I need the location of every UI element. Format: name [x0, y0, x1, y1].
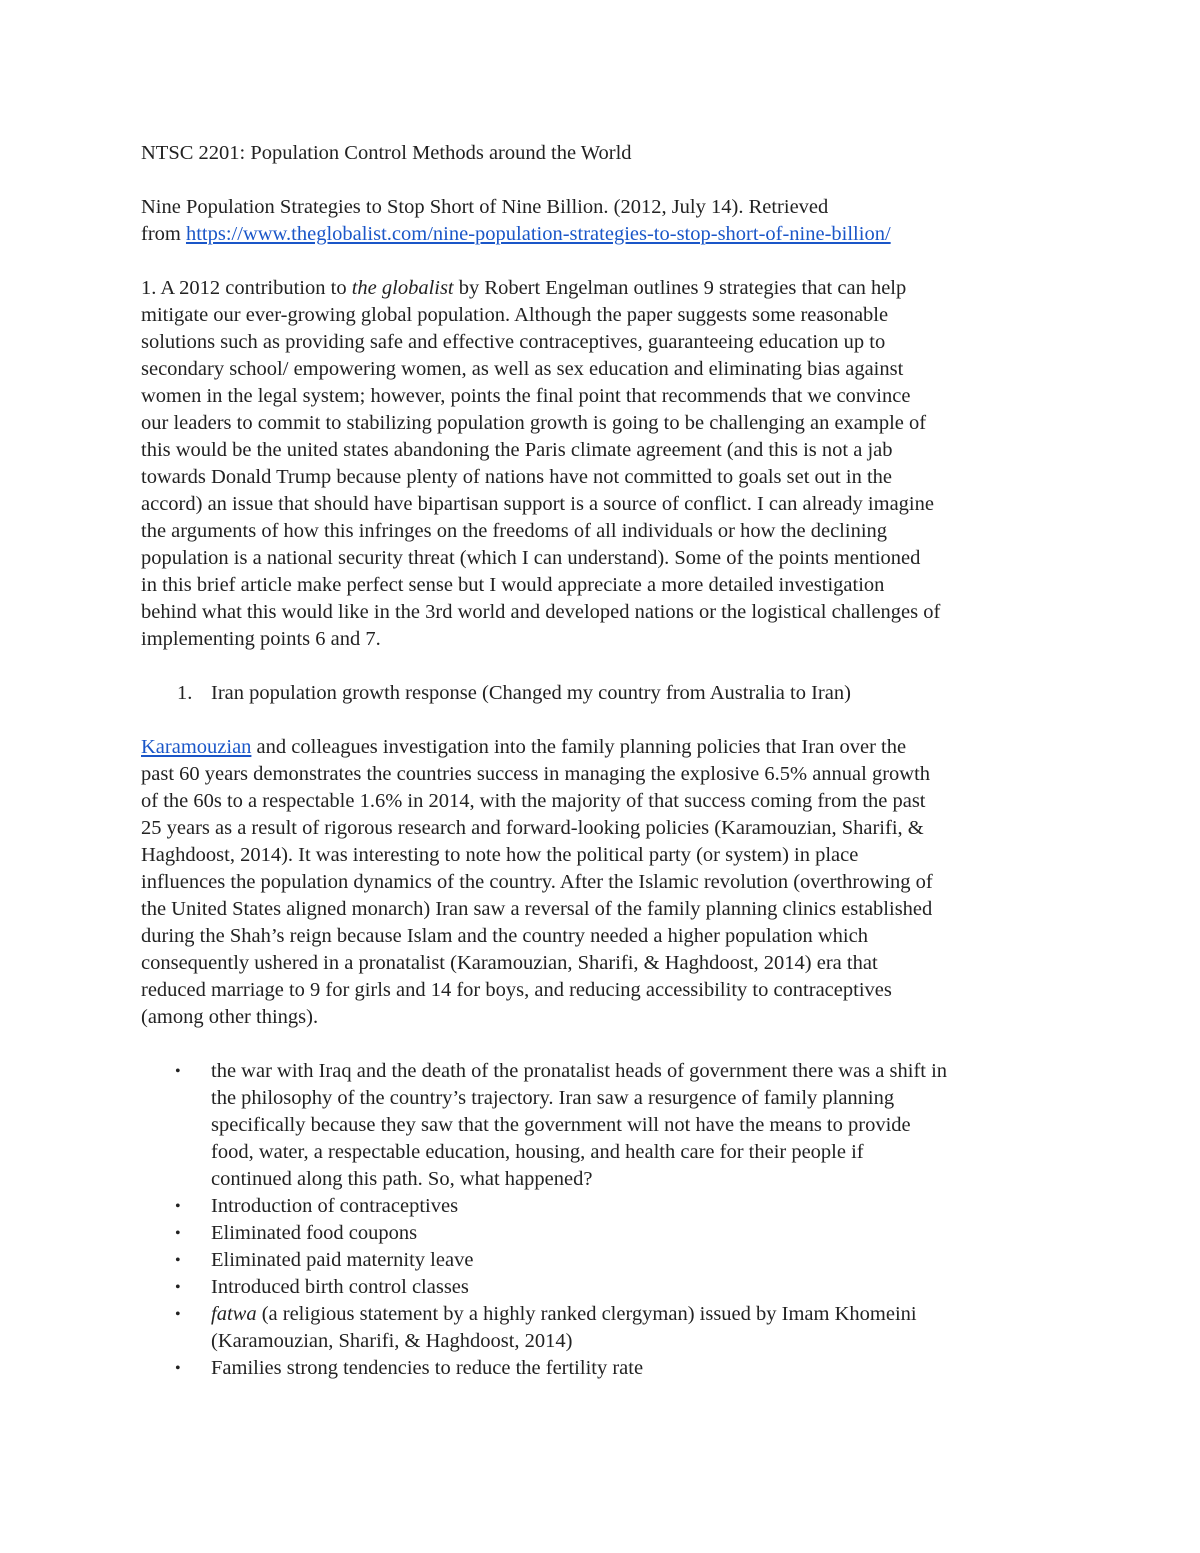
bullet-item: [141, 1193, 1071, 1220]
fatwa-term: fatwa: [211, 1303, 257, 1325]
bullet-item: [141, 1274, 1071, 1301]
bullet-icon: •: [175, 1225, 181, 1242]
paragraph-1: [141, 275, 1071, 653]
paragraph-line: solutions such as providing safe and effective contraceptives, guaranteeing education up to: [141, 331, 886, 353]
paragraph-line: influences the population dynamics of the country. After the Islamic revolution (overthrowing of: [141, 871, 933, 893]
paragraph-line: behind what this would like in the 3rd world and developed nations or the logistical challenges of: [141, 601, 941, 623]
bullet-icon: •: [175, 1198, 181, 1215]
bullet-line-rest: (a religious statement by a highly ranked clergyman) issued by Imam Khomeini: [256, 1303, 917, 1325]
bullet-line: the philosophy of the country’s trajectory. Iran saw a resurgence of family planning: [211, 1087, 895, 1109]
paragraph-line: consequently ushered in a pronatalist (Karamouzian, Sharifi, & Haghdoost, 2014) era that: [141, 952, 878, 974]
bullet-item: [141, 1058, 1071, 1193]
paragraph-line: this would be the united states abandoning the Paris climate agreement (and this is not a jab: [141, 439, 893, 461]
paragraph-line: reduced marriage to 9 for girls and 14 for boys, and reducing accessibility to contraceptives: [141, 979, 892, 1001]
bullet-icon: •: [175, 1360, 181, 1377]
paragraph-line: implementing points 6 and 7.: [141, 628, 381, 650]
paragraph-line: (among other things).: [141, 1006, 319, 1028]
paragraph-line: accord) an issue that should have bipartisan support is a source of conflict. I can already imagine: [141, 493, 934, 515]
paragraph-line: 25 years as a result of rigorous research and forward-looking policies (Karamouzian, Sharifi, &: [141, 817, 924, 839]
bullet-item: [141, 1301, 1071, 1355]
paragraph-line: of the 60s to a respectable 1.6% in 2014, with the majority of that success coming from the past: [141, 790, 926, 812]
paragraph-line: population is a national security threat (which I can understand). Some of the points mentioned: [141, 547, 921, 569]
bullet-icon: •: [175, 1279, 181, 1296]
numbered-list-item: [141, 680, 1071, 707]
paragraph-line: past 60 years demonstrates the countries success in managing the explosive 6.5% annual growth: [141, 763, 931, 785]
bullet-line: [211, 1301, 1071, 1328]
bullet-item: [141, 1247, 1071, 1274]
citation-line-1: Nine Population Strategies to Stop Short of Nine Billion. (2012, July 14). Retrieved: [141, 196, 829, 218]
citation-line-2: [141, 221, 1071, 248]
paragraph-1-line-1-rest: by Robert Engelman outlines 9 strategies that can help: [453, 277, 907, 299]
bullet-line: specifically because they saw that the government will not have the means to provide: [211, 1114, 911, 1136]
bullet-line: food, water, a respectable education, housing, and health care for their people if: [211, 1141, 864, 1163]
bullet-icon: •: [175, 1306, 181, 1323]
paragraph-line: women in the legal system; however, points the final point that recommends that we convince: [141, 385, 911, 407]
paragraph-2-line-1-rest: and colleagues investigation into the family planning policies that Iran over the: [251, 736, 907, 758]
bullet-item: [141, 1220, 1071, 1247]
bullet-line: (Karamouzian, Sharifi, & Haghdoost, 2014): [211, 1330, 573, 1352]
citation-link[interactable]: https://www.theglobalist.com/nine-population-strategies-to-stop-short-of-nine-billion/: [185, 223, 891, 245]
bullet-icon: •: [175, 1063, 181, 1080]
bullet-icon: •: [175, 1252, 181, 1269]
list-number: 1.: [177, 682, 193, 704]
bullet-line: the war with Iraq and the death of the pronatalist heads of government there was a shift in: [211, 1060, 948, 1082]
paragraph-line: Haghdoost, 2014). It was interesting to note how the political party (or system) in place: [141, 844, 859, 866]
paragraph-1-italic-source: the globalist: [351, 277, 454, 299]
paragraph-line: towards Donald Trump because plenty of nations have not committed to goals set out in the: [141, 466, 892, 488]
bullet-line: Eliminated paid maternity leave: [211, 1249, 474, 1271]
paragraph-1-intro: 1. A 2012 contribution to: [141, 277, 352, 299]
bullet-list: [141, 1058, 1071, 1382]
paragraph-line: secondary school/ empowering women, as well as sex education and eliminating bias against: [141, 358, 904, 380]
document-page: [141, 140, 1071, 1382]
paragraph-line: the arguments of how this infringes on the freedoms of all individuals or how the declining: [141, 520, 888, 542]
bullet-line: Eliminated food coupons: [211, 1222, 418, 1244]
paragraph-line: mitigate our ever-growing global population. Although the paper suggests some reasonable: [141, 304, 889, 326]
bullet-item: [141, 1355, 1071, 1382]
bullet-line: Introduction of contraceptives: [211, 1195, 459, 1217]
list-item-text: Iran population growth response (Changed my country from Australia to Iran): [211, 682, 851, 704]
bullet-line: Families strong tendencies to reduce the fertility rate: [211, 1357, 644, 1379]
citation-prefix: from: [141, 223, 186, 245]
paragraph-line: the United States aligned monarch) Iran saw a reversal of the family planning clinics established: [141, 898, 933, 920]
bullet-line: continued along this path. So, what happened?: [211, 1168, 593, 1190]
paragraph-line: our leaders to commit to stabilizing population growth is going to be challenging an example of: [141, 412, 927, 434]
numbered-list: [141, 680, 1071, 707]
paragraph-2: [141, 734, 1071, 1031]
citation: [141, 194, 1071, 248]
paragraph-1-line-1: [141, 275, 1071, 302]
paragraph-2-line-1: [141, 734, 1071, 761]
document-title: NTSC 2201: Population Control Methods around the World: [141, 142, 632, 164]
paragraph-line: in this brief article make perfect sense but I would appreciate a more detailed investigation: [141, 574, 885, 596]
bullet-line: Introduced birth control classes: [211, 1276, 469, 1298]
paragraph-line: during the Shah’s reign because Islam and the country needed a higher population which: [141, 925, 868, 947]
karamouzian-link[interactable]: Karamouzian: [141, 736, 252, 758]
